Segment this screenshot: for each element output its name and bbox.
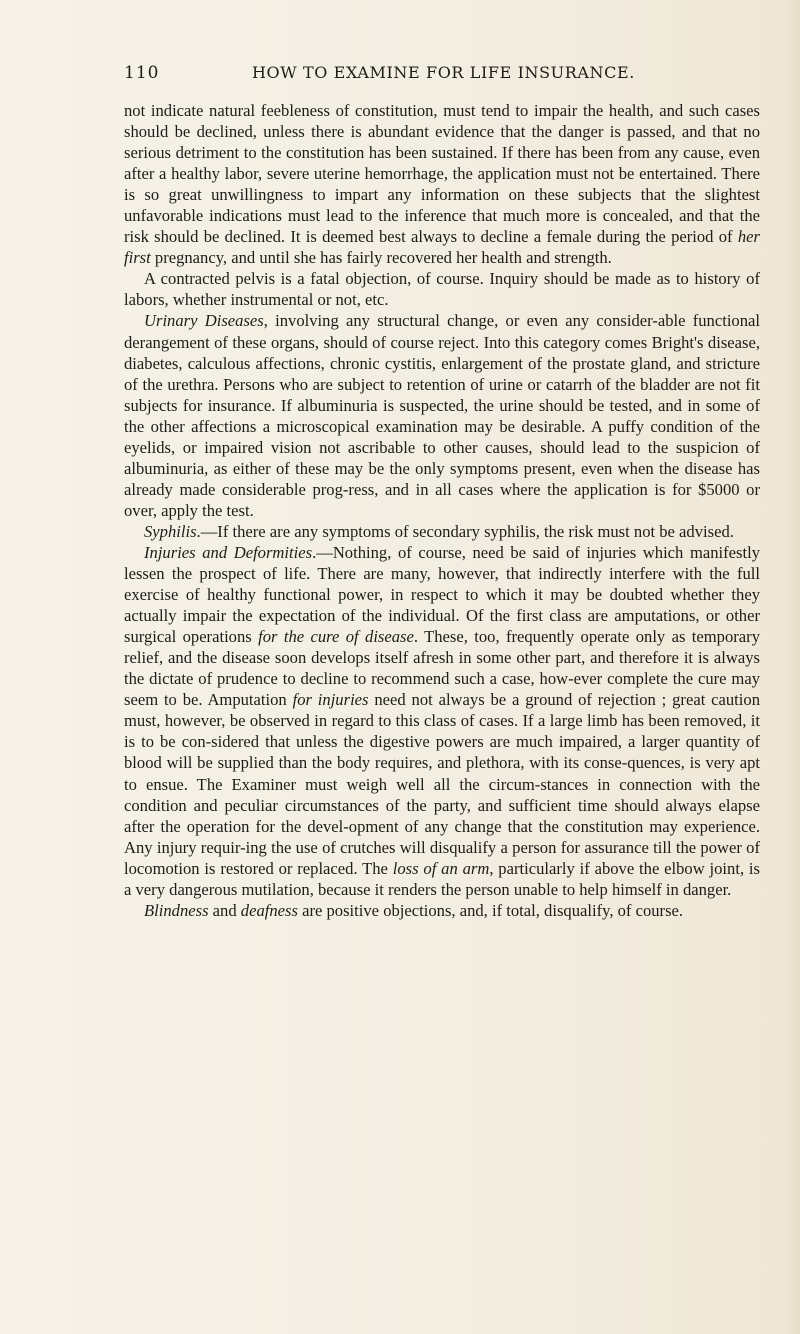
running-title: HOW TO EXAMINE FOR LIFE INSURANCE. — [252, 63, 635, 82]
italic-phrase: her first — [124, 227, 760, 268]
text-run: , involving any structural change, or even any consider-able functional derangement of these organs, should of course reject. Into this category comes Bright's disease, diabetes, calculous affections, chronic cystitis, enlargement of the prostate gland, and stricture of the urethra. Persons who are subject to retention of urine or catarrh of the bladder are not fit subjects for insurance. If albuminuria is suspected, the urine should be tested, and in some of the other affections a microscopical examination may be desirable. A puffy condition of the eyelids, or impaired vision not ascribable to other causes, should lead to the suspicion of albuminuria, as either of these may be the only symptoms present, even when the disease has already made considerable prog-ress, and in all cases where the application is for $5000 or over, apply the test. — [124, 311, 760, 520]
text-run: are positive objections, and, if total, disqualify, of course. — [297, 900, 684, 920]
paragraph-continued — [124, 100, 760, 268]
italic-phrase: Syphilis — [144, 521, 197, 541]
text-run: . These, too, frequently operate only as temporary relief, and the disease soon develops itself afresh in some other part, and therefore it is always the dictate of prudence to decline to recommend such a case, how-ever complete the cure may seem to be. Amputation — [124, 627, 760, 710]
text-run: .—Nothing, of course, need be said of injuries which manifestly lessen the prospect of life. There are many, however, that indirectly interfere with the full exercise of healthy functional power, in respect to which it may be doubted whether they actually impair the expectation of the individual. Of the first class are amputations, or other surgical operations — [124, 542, 760, 647]
text-run: pregnancy, and until she has fairly recovered her health and strength. — [150, 248, 612, 268]
page-number: 110 — [124, 63, 160, 83]
italic-phrase: deafness — [240, 900, 298, 920]
page-edge-shade — [782, 0, 800, 1334]
text-run: and — [208, 900, 241, 920]
text-run: need not always be a ground of rejection ; great caution must, however, be observed in regard to this class of cases. If a large limb has been removed, it is to be con-sidered that unless the digestive powers are much impaired, a larger quantity of blood will be supplied than the body requires, and plethora, with its conse-quences, is very apt to ensue. The Examiner must weigh well all the circum-stances in connection with the condition and peculiar circumstances of the party, and sufficient time should always elapse after the operation for the devel-opment of any change that the constitution may experience. Any injury requir-ing the use of crutches will disqualify a person for assurance till the power of locomotion is restored or replaced. The — [124, 690, 760, 878]
text-run: , particularly if above the elbow joint, is a very dangerous mutilation, because it renders the person unable to help himself in danger. — [124, 858, 761, 899]
paragraph-blindness-deafness — [124, 900, 760, 921]
text-run: not indicate natural feebleness of constitution, must tend to impair the health, and such cases should be declined, unless there is abundant evidence that the danger is passed, and that no serious detriment to the constitution has been sustained. If there has been from any cause, even after a healthy labor, severe uterine hemorrhage, the application must not be entertained. There is so great unwillingness to impart any information on these subjects that the slightest unfavorable indications must lead to the inference that much more is concealed, and that the risk should be declined. It is deemed best always to decline a female during the period of — [124, 101, 760, 247]
running-header — [124, 63, 764, 91]
body-text — [124, 100, 760, 921]
italic-phrase: Urinary Diseases — [144, 311, 264, 331]
italic-phrase: Blindness — [144, 900, 209, 920]
italic-phrase: loss of an arm — [392, 858, 490, 878]
italic-phrase: for injuries — [292, 690, 369, 710]
paragraph-injuries-deformities — [124, 542, 760, 900]
paragraph-urinary-diseases — [124, 310, 760, 520]
italic-phrase: Injuries and Deformities — [144, 542, 313, 562]
italic-phrase: for the cure of disease — [258, 627, 414, 647]
text-run: A contracted pelvis is a fatal objection, of course. Inquiry should be made as to history of labors, whether instrumental or not, etc. — [124, 269, 760, 310]
text-run: .—If there are any symptoms of secondary syphilis, the risk must not be advised. — [196, 521, 734, 541]
paragraph-contracted-pelvis — [124, 268, 760, 310]
paragraph-syphilis — [124, 521, 760, 542]
